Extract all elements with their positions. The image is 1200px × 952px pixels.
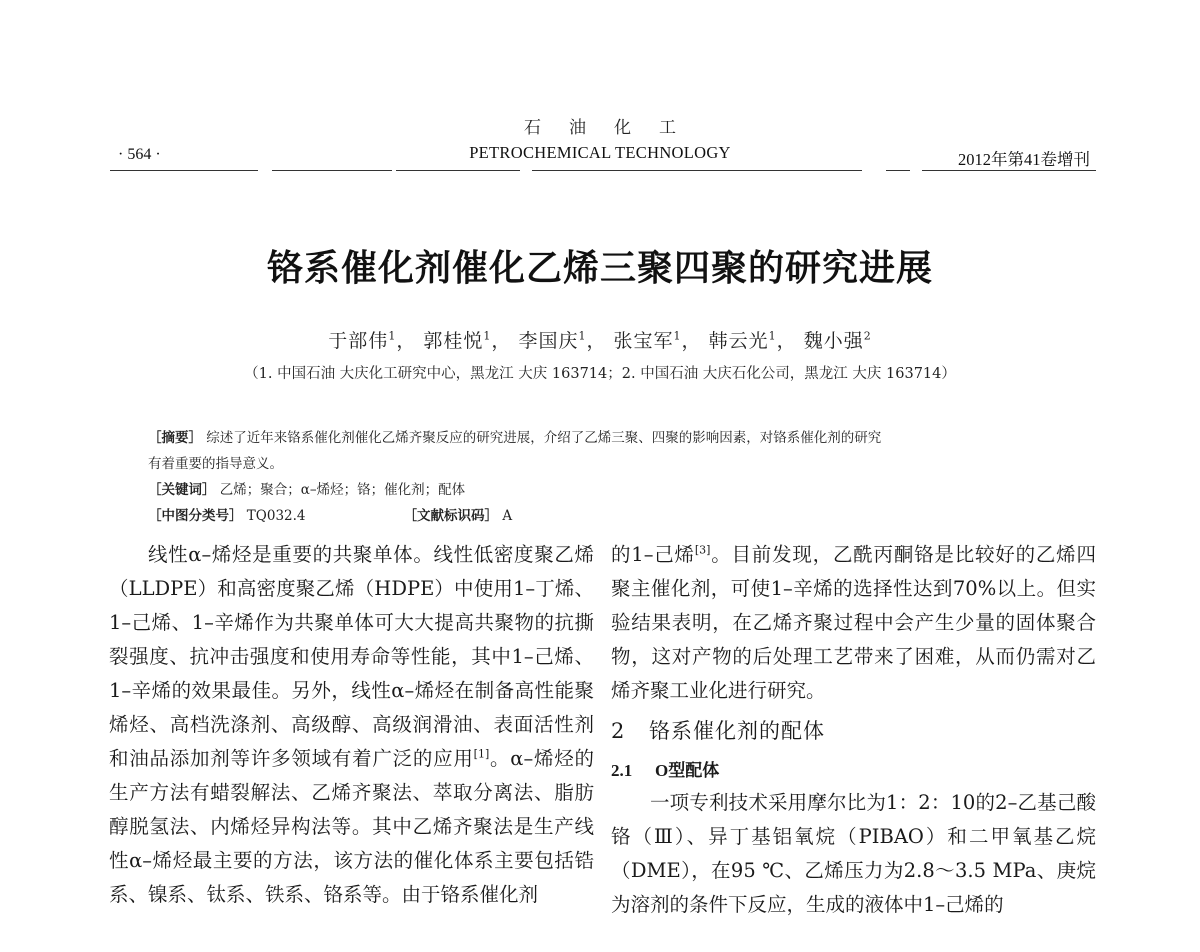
section-title: 铬系催化剂的配体 <box>649 719 825 743</box>
doc-code-label: ［文献标识码］ <box>403 508 499 524</box>
author-name: 张宝军 <box>613 330 674 352</box>
article-title: 铬系催化剂催化乙烯三聚四聚的研究进展 <box>266 248 933 289</box>
header-rule-segment <box>922 170 1096 171</box>
author-name: 李国庆 <box>518 330 579 352</box>
header-rule-segment <box>886 170 910 171</box>
separator: ， <box>776 330 797 352</box>
separator: ， <box>396 330 417 352</box>
author <box>614 330 702 352</box>
abstract-label: ［摘要］ <box>148 430 202 446</box>
section-number: 2 <box>611 719 626 743</box>
paragraph <box>611 538 1096 708</box>
header-rule-segment <box>532 170 862 171</box>
affiliations: （1. 中国石油 大庆化工研究中心，黑龙江 大庆 163714；2. 中国石油 大庆石化公司，黑龙江 大庆 163714） <box>244 366 956 382</box>
author-name: 韩云光 <box>708 330 769 352</box>
author <box>518 330 606 352</box>
author <box>423 330 511 352</box>
paragraph-text: 。α–烯烃的生产方法有蜡裂解法、乙烯齐聚法、萃取分离法、脂肪醇脱氢法、内烯烃异构法等。其中乙烯齐聚法是生产线性α–烯烃最主要的方法，该方法的催化体系主要包括锆系、镍系、钛系、铁系、铬系等。由于铬系催化剂 <box>109 747 594 906</box>
paragraph <box>109 538 594 912</box>
author-name: 魏小强 <box>803 330 864 352</box>
author <box>328 330 416 352</box>
clc-value: TQ032.4 <box>246 508 306 524</box>
author <box>709 330 797 352</box>
issue-info: 2012年第41卷增刊 <box>958 150 1090 169</box>
abstract-text: 综述了近年来铬系催化剂催化乙烯齐聚反应的研究进展，介绍了乙烯三聚、四聚的影响因素，对铬系催化剂的研究 <box>206 430 882 446</box>
subsection-heading <box>611 756 1096 786</box>
abstract-text-cont: 有着重要的指导意义。 <box>148 456 283 472</box>
section-heading <box>611 714 1096 748</box>
author-name: 于部伟 <box>328 330 389 352</box>
subsection-number: 2.1 <box>611 761 633 780</box>
paragraph-text: 的1–己烯 <box>611 543 695 566</box>
keywords-line <box>148 477 1068 503</box>
doc-code-value: A <box>502 508 513 524</box>
affiliation-marker: 1 <box>578 329 587 343</box>
keywords: 乙烯；聚合；α–烯烃；铬；催化剂；配体 <box>219 482 466 498</box>
classification-line <box>148 503 1068 529</box>
separator: ， <box>586 330 607 352</box>
affiliation-marker: 1 <box>388 329 397 343</box>
body-right-column <box>611 538 1096 922</box>
clc-label: ［中图分类号］ <box>148 508 243 524</box>
header-rule-segment <box>396 170 520 171</box>
affiliation-marker: 1 <box>483 329 492 343</box>
author <box>804 330 872 352</box>
paragraph <box>611 786 1096 922</box>
keywords-label: ［关键词］ <box>148 482 216 498</box>
body-left-column <box>109 538 594 912</box>
page-number: · 564 · <box>118 146 161 163</box>
abstract-block <box>148 425 1068 529</box>
separator: ， <box>491 330 512 352</box>
paragraph-text: 一项专利技术采用摩尔比为1：2：10的2–乙基己酸铬（Ⅲ）、异丁基铝氧烷（PIBAO）和二甲氧基乙烷（DME），在95 ℃、乙烯压力为2.8～3.5 MPa、庚烷为溶剂的条件下反应，生成的液体中1–己烯的 <box>611 791 1096 916</box>
header-rule-segment <box>110 170 258 171</box>
journal-name-english: PETROCHEMICAL TECHNOLOGY <box>469 143 731 162</box>
paragraph-text: 。目前发现，乙酰丙酮铬是比较好的乙烯四聚主催化剂，可使1–辛烯的选择性达到70%以上。但实验结果表明，在乙烯齐聚过程中会产生少量的固体聚合物，这对产物的后处理工艺带来了困难，从而仍需对乙烯齐聚工业化进行研究。 <box>611 543 1096 702</box>
abstract-line <box>148 451 1068 477</box>
affiliation-marker: 1 <box>768 329 777 343</box>
author-name: 郭桂悦 <box>423 330 484 352</box>
separator: ， <box>681 330 702 352</box>
citation: [1] <box>473 747 490 761</box>
header-rule-segment <box>272 170 392 171</box>
affiliation-marker: 1 <box>673 329 682 343</box>
abstract-line <box>148 425 1068 451</box>
citation: [3] <box>694 543 711 557</box>
paragraph-text: 线性α–烯烃是重要的共聚单体。线性低密度聚乙烯（LLDPE）和高密度聚乙烯（HDPE）中使用1–丁烯、1–己烯、1–辛烯作为共聚单体可大大提高共聚物的抗撕裂强度、抗冲击强度和使用寿命等性能，其中1–己烯、1–辛烯的效果最佳。另外，线性α–烯烃在制备高性能聚烯烃、高档洗涤剂、高级醇、高级润滑油、表面活性剂和油品添加剂等许多领域有着广泛的应用 <box>109 543 594 770</box>
affiliation-marker: 2 <box>863 329 872 343</box>
subsection-title: O型配体 <box>655 761 720 780</box>
author-list <box>0 326 1200 353</box>
journal-name-chinese: 石油化工 <box>524 118 704 138</box>
